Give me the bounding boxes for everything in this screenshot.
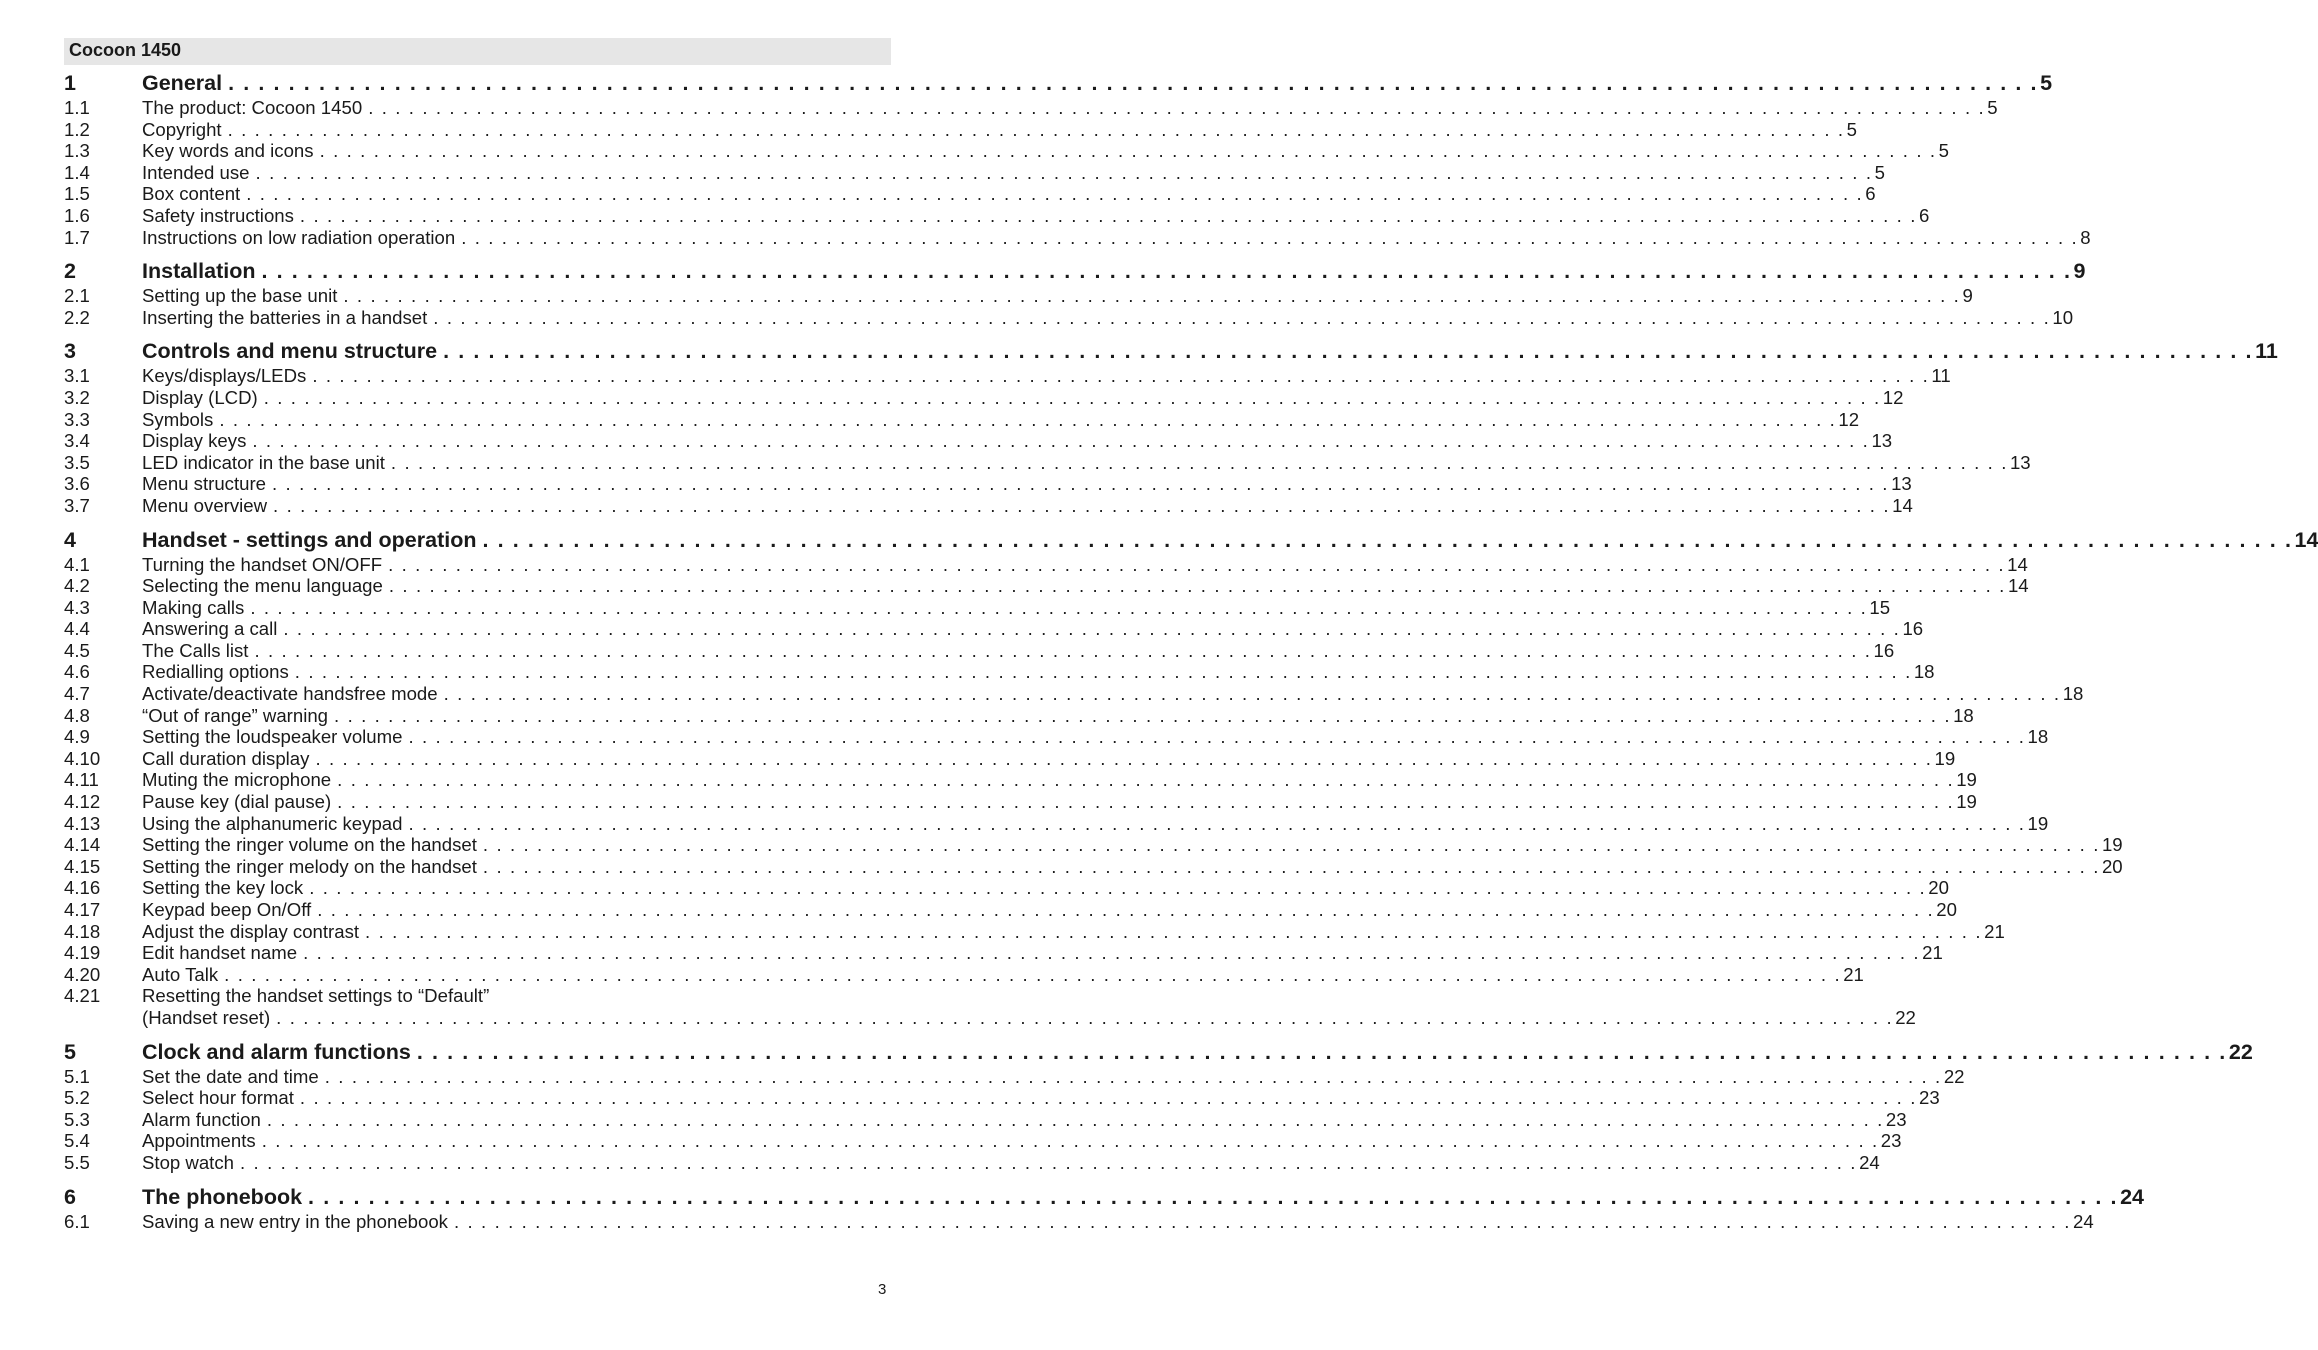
entry-page: 22 [2228,1039,2253,1064]
section-heading[interactable] [64,1039,2253,1065]
toc-entry[interactable] [64,834,2123,856]
entry-number: 4.3 [64,596,90,618]
entry-page: 24 [2120,1184,2145,1209]
dot-leader: . . . . . . . . . . . . . . . . . . . . . . . . . . . . . . . . . . . . . . . . . . . . . . . . . . . . . . . . . . . . . . . . . . . . . . . . . . . . . . . . . . . . . . . . . . . . . . . . . . . . . . . . . . . . . . . . . . . . . . . . [368,97,1986,118]
entry-number: 4.9 [64,726,90,748]
entry-number: 4.20 [64,963,101,985]
dot-leader: . . . . . . . . . . . . . . . . . . . . . . . . . . . . . . . . . . . . . . . . . . . . . . . . . . . . . . . . . . . . . . . . . . . . . . . . . . . . . . . . . . . . . . . . . . . . . . . . . . . . . . . . . . . . . . . . . . . . . . . . [312,365,1930,387]
dot-leader: . . . . . . . . . . . . . . . . . . . . . . . . . . . . . . . . . . . . . . . . . . . . . . . . . . . . . . . . . . . . . . . . . . . . . . . . . . . . . . . . . . . . . . . . . . . . . . . . . . . . . . . . . . . . . . . . . . . . . . . . [482,834,2100,856]
entry-title: General [142,71,223,95]
entry-page: 5 [2040,71,2053,95]
entry-number: 4.7 [64,683,90,705]
entry-title: Setting the loudspeaker volume [142,726,403,748]
toc-entry[interactable] [64,963,1864,986]
toc-entry[interactable] [64,791,1977,813]
toc-entry[interactable] [64,494,1913,517]
toc-section [64,527,2318,1029]
entry-number: 4.21 [64,985,101,1007]
entry-page: 20 [2101,855,2123,877]
dot-leader: . . . . . . . . . . . . . . . . . . . . . . . . . . . . . . . . . . . . . . . . . . . . . . . . . . . . . . . . . . . . . . . . . . . . . . . . . . . . . . . . . . . . . . . . . . . . . . . . . . . . . . . . . . . . . . . . . . . . . . . . [224,963,1842,985]
toc-entry[interactable] [64,451,2031,474]
entry-title: Instructions on low radiation operation [142,226,456,248]
entry-title: Setting the ringer volume on the handset [142,834,477,856]
dot-leader: . . . . . . . . . . . . . . . . . . . . . . . . . . . . . . . . . . . . . . . . . . . . . . . . . . . . . . . . . . . . . . . . . . . . . . . . . . . . . . . . . . . . . . . . . . . . . . . . . . . . . . . . . . . . . . . . . . . . . . . . [433,306,2051,328]
table-of-contents [64,70,2318,1242]
toc-entry[interactable] [64,596,1891,619]
entry-number: 3.4 [64,430,90,452]
dot-leader: . . . . . . . . . . . . . . . . . . . . . . . . . . . . . . . . . . . . . . . . . . . . . . . . . . . . . . . . . . . . . . . . . . . . . . . . . . . . . . . . . . . . . . . . . . . . . . . . . . . . . . . . . . . . . . . . . . . . . . . . [255,161,1873,183]
toc-entry[interactable] [64,1210,2094,1233]
dot-leader: . . . . . . . . . . . . . . . . . . . . . . . . . . . . . . . . . . . . . . . . . . . . . . . . . . . . . . . . . . . . . . . . . . . . . . . . . . . . . . . . . . . . . . . . . . . . . . . . . . . . . . . . . . . . . . . . . . . . . . . . [408,812,2026,834]
entry-title: Muting the microphone [142,769,332,791]
toc-section [64,1039,2253,1174]
toc-entry[interactable] [64,430,1893,452]
toc-entry[interactable] [64,1130,1902,1152]
section-heading[interactable] [64,70,2053,96]
entry-page: 12 [1882,386,1904,408]
dot-leader: . . . . . . . . . . . . . . . . . . . . . . . . . . . . . . . . . . . . . . . . . . . . . . . . . . . . . . . . . . . . . . . . . . . . . . . . . . . . . . . . . . . . . . . . . . . . . . . . . . . . . . . . . . . . . . . . . . . . . . . . [250,596,1868,618]
entry-title: Setting the ringer melody on the handset [142,855,477,877]
entry-title: Answering a call [142,618,278,640]
entry-page: 18 [1913,661,1935,683]
entry-number: 5.4 [64,1130,90,1152]
entry-title: Redialling options [142,661,289,683]
entry-number: 3.2 [64,386,90,408]
dot-leader: . . . . . . . . . . . . . . . . . . . . . . . . . . . . . . . . . . . . . . . . . . . . . . . . . . . . . . . . . . . . . . . . . . . . . . . . . . . . . . . . . . . . . . . . . . . . . . . . . . . . . . . . . . . . . . . . . . . . . . . . [263,386,1881,408]
entry-number: 5.2 [64,1087,90,1109]
dot-leader: . . . . . . . . . . . . . . . . . . . . . . . . . . . . . . . . . . . . . . . . . . . . . . . . . . . . . . . . . . . . . . . . . . . . . . . . . . . . . . . . . . . . . . . . . . . . . . . . . . . . . . . . . . . . . . . . . . . . . . . . [461,226,2079,248]
toc-entry[interactable] [64,183,1876,205]
entry-number: 4.10 [64,747,101,769]
toc-entry[interactable] [64,618,1924,640]
toc-entry[interactable] [64,920,2005,943]
entry-number: 5 [64,1039,76,1064]
entry-title: Menu overview [142,494,268,516]
entry-title: The product: Cocoon 1450 [142,97,363,118]
section-heading[interactable] [64,338,2278,364]
entry-page: 12 [1838,408,1860,430]
entry-title: Key words and icons [142,140,314,162]
dot-leader: . . . . . . . . . . . . . . . . . . . . . . . . . . . . . . . . . . . . . . . . . . . . . . . . . . . . . . . . . . . . . . . . . . . . . . . . . . . . . . . . . . . . . . . . . . . . . . . . . . . . . . . . . . . . . . . . . . . . . . . . [308,1184,2119,1209]
entry-page: 23 [1885,1108,1907,1130]
entry-number: 3.6 [64,473,90,495]
entry-number: 4.17 [64,899,101,920]
entry-page: 15 [1869,596,1891,618]
entry-page: 19 [2101,834,2123,856]
dot-leader: . . . . . . . . . . . . . . . . . . . . . . . . . . . . . . . . . . . . . . . . . . . . . . . . . . . . . . . . . . . . . . . . . . . . . . . . . . . . . . . . . . . . . . . . . . . . . . . . . . . . . . . . . . . . . . . . . . . . . . . . [388,553,2006,575]
entry-page: 5 [1846,118,1857,140]
dot-leader: . . . . . . . . . . . . . . . . . . . . . . . . . . . . . . . . . . . . . . . . . . . . . . . . . . . . . . . . . . . . . . . . . . . . . . . . . . . . . . . . . . . . . . . . . . . . . . . . . . . . . . . . . . . . . . . . . . . . . . . . [240,1151,1858,1173]
toc-entry[interactable] [64,553,2028,576]
toc-entry[interactable] [64,408,1860,431]
entry-page: 19 [1934,747,1956,769]
entry-title: Intended use [142,161,250,183]
entry-number: 4.4 [64,618,90,640]
toc-entry[interactable] [64,161,1885,184]
entry-title: Copyright [142,118,222,140]
entry-title: Turning the handset ON/OFF [142,553,383,575]
entry-page: 21 [1922,942,1943,964]
dot-leader: . . . . . . . . . . . . . . . . . . . . . . . . . . . . . . . . . . . . . . . . . . . . . . . . . . . . . . . . . . . . . . . . . . . . . . . . . . . . . . . . . . . . . . . . . . . . . . . . . . . . . . . . . . . . . . . . . . . . . . . . [337,791,1955,813]
toc-entry[interactable] [64,877,1949,899]
entry-page: 5 [1938,140,1949,162]
entry-page: 6 [1918,204,1930,226]
toc-entry[interactable] [64,769,1977,791]
entry-number: 3.5 [64,451,90,473]
entry-title: Safety instructions [142,204,294,226]
entry-page: 16 [1873,639,1895,661]
entry-title: Display keys [142,430,247,452]
entry-title: Making calls [142,596,245,618]
dot-leader: . . . . . . . . . . . . . . . . . . . . . . . . . . . . . . . . . . . . . . . . . . . . . . . . . . . . . . . . . . . . . . . . . . . . . . . . . . . . . . . . . . . . . . . . . . . . . . . . . . . . . . . . . . . . . . . . . . . . . . . . [228,71,2039,95]
entry-page: 11 [2255,339,2278,364]
entry-page: 20 [1936,899,1957,920]
entry-page: 6 [1865,183,1876,205]
dot-leader: . . . . . . . . . . . . . . . . . . . . . . . . . . . . . . . . . . . . . . . . . . . . . . . . . . . . . . . . . . . . . . . . . . . . . . . . . . . . . . . . . . . . . . . . . . . . . . . . . . . . . . . . . . . . . . . . . . . . . . . . [309,877,1927,899]
entry-title: Symbols [142,408,214,430]
toc-entry[interactable] [64,97,1998,119]
dot-leader: . . . . . . . . . . . . . . . . . . . . . . . . . . . . . . . . . . . . . . . . . . . . . . . . . . . . . . . . . . . . . . . . . . . . . . . . . . . . . . . . . . . . . . . . . . . . . . . . . . . . . . . . . . . . . . . . . . . . . . . . [254,639,1872,661]
toc-entry[interactable] [64,1087,1940,1109]
dot-leader: . . . . . . . . . . . . . . . . . . . . . . . . . . . . . . . . . . . . . . . . . . . . . . . . . . . . . . . . . . . . . . . . . . . . . . . . . . . . . . . . . . . . . . . . . . . . . . . . . . . . . . . . . . . . . . . . . . . . . . . . [416,1039,2227,1064]
entry-title: The phonebook [142,1184,303,1209]
entry-number: 2.2 [64,306,90,328]
entry-page: 10 [2052,306,2074,328]
toc-entry[interactable] [64,1151,1880,1174]
entry-number: 4.12 [64,791,101,813]
entry-page: 22 [1895,1006,1916,1028]
dot-leader: . . . . . . . . . . . . . . . . . . . . . . . . . . . . . . . . . . . . . . . . . . . . . . . . . . . . . . . . . . . . . . . . . . . . . . . . . . . . . . . . . . . . . . . . . . . . . . . . . . . . . . . . . . . . . . . . . . . . . . . . [252,430,1870,452]
entry-title: Clock and alarm functions [142,1039,411,1064]
entry-number: 1.6 [64,204,90,226]
entry-number: 4.18 [64,920,101,942]
entry-number: 4.2 [64,575,90,597]
entry-title: LED indicator in the base unit [142,451,385,473]
entry-title: “Out of range” warning [142,704,329,726]
toc-entry[interactable] [64,473,1912,495]
entry-number: 3.7 [64,494,90,516]
entry-number: 1.4 [64,161,90,183]
toc-section [64,258,2086,328]
entry-page: 24 [2073,1210,2094,1232]
entry-number: 4.8 [64,704,90,726]
toc-entry[interactable] [64,226,2091,249]
entry-title: Controls and menu structure [142,339,438,364]
entry-title-continued: (Handset reset) [142,1006,271,1028]
dot-leader: . . . . . . . . . . . . . . . . . . . . . . . . . . . . . . . . . . . . . . . . . . . . . . . . . . . . . . . . . . . . . . . . . . . . . . . . . . . . . . . . . . . . . . . . . . . . . . . . . . . . . . . . . . . . . . . . . . . . . . . . [390,451,2008,473]
entry-title: Activate/deactivate handsfree mode [142,683,438,705]
toc-entry[interactable] [64,661,1935,683]
entry-title: Menu structure [142,473,267,495]
section-heading[interactable] [64,1184,2145,1210]
dot-leader: . . . . . . . . . . . . . . . . . . . . . . . . . . . . . . . . . . . . . . . . . . . . . . . . . . . . . . . . . . . . . . . . . . . . . . . . . . . . . . . . . . . . . . . . . . . . . . . . . . . . . . . . . . . . . . . . . . . . . . . . [272,473,1890,495]
entry-page: 5 [1987,97,1998,118]
entry-number: 1.1 [64,97,90,118]
toc-entry[interactable] [64,575,2029,597]
dot-leader: . . . . . . . . . . . . . . . . . . . . . . . . . . . . . . . . . . . . . . . . . . . . . . . . . . . . . . . . . . . . . . . . . . . . . . . . . . . . . . . . . . . . . . . . . . . . . . . . . . . . . . . . . . . . . . . . . . . . . . . . [246,183,1864,205]
entry-number: 5.1 [64,1065,90,1087]
entry-page: 23 [1918,1087,1940,1109]
toc-entry[interactable] [64,639,1895,662]
entry-number: 1.3 [64,140,90,162]
toc-entry[interactable] [64,118,1857,141]
dot-leader: . . . . . . . . . . . . . . . . . . . . . . . . . . . . . . . . . . . . . . . . . . . . . . . . . . . . . . . . . . . . . . . . . . . . . . . . . . . . . . . . . . . . . . . . . . . . . . . . . . . . . . . . . . . . . . . . . . . . . . . . [317,899,1935,920]
entry-number: 1 [64,71,76,95]
entry-title: Setting the key lock [142,877,304,899]
entry-number: 2 [64,259,76,284]
entry-page: 19 [1956,791,1977,813]
entry-title: Selecting the menu language [142,575,383,597]
entry-page: 20 [1928,877,1949,899]
entry-page: 18 [1953,704,1974,726]
entry-title: Stop watch [142,1151,234,1173]
dot-leader: . . . . . . . . . . . . . . . . . . . . . . . . . . . . . . . . . . . . . . . . . . . . . . . . . . . . . . . . . . . . . . . . . . . . . . . . . . . . . . . . . . . . . . . . . . . . . . . . . . . . . . . . . . . . . . . . . . . . . . . . [324,1065,1942,1087]
dot-leader: . . . . . . . . . . . . . . . . . . . . . . . . . . . . . . . . . . . . . . . . . . . . . . . . . . . . . . . . . . . . . . . . . . . . . . . . . . . . . . . . . . . . . . . . . . . . . . . . . . . . . . . . . . . . . . . . . . . . . . . . [227,118,1845,140]
entry-page: 22 [1943,1065,1965,1087]
dot-leader: . . . . . . . . . . . . . . . . . . . . . . . . . . . . . . . . . . . . . . . . . . . . . . . . . . . . . . . . . . . . . . . . . . . . . . . . . . . . . . . . . . . . . . . . . . . . . . . . . . . . . . . . . . . . . . . . . . . . . . . . [276,1006,1894,1028]
toc-section [64,338,2278,516]
entry-number: 6.1 [64,1210,90,1232]
toc-section [64,1184,2145,1233]
toc-entry[interactable] [64,726,2049,748]
toc-entry[interactable] [64,140,1949,162]
entry-page: 8 [2080,226,2091,248]
dot-leader: . . . . . . . . . . . . . . . . . . . . . . . . . . . . . . . . . . . . . . . . . . . . . . . . . . . . . . . . . . . . . . . . . . . . . . . . . . . . . . . . . . . . . . . . . . . . . . . . . . . . . . . . . . . . . . . . . . . . . . . . [299,1087,1917,1109]
dot-leader: . . . . . . . . . . . . . . . . . . . . . . . . . . . . . . . . . . . . . . . . . . . . . . . . . . . . . . . . . . . . . . . . . . . . . . . . . . . . . . . . . . . . . . . . . . . . . . . . . . . . . . . . . . . . . . . . . . . . . . . . [319,140,1937,162]
dot-leader: . . . . . . . . . . . . . . . . . . . . . . . . . . . . . . . . . . . . . . . . . . . . . . . . . . . . . . . . . . . . . . . . . . . . . . . . . . . . . . . . . . . . . . . . . . . . . . . . . . . . . . . . . . . . . . . . . . . . . . . . [482,527,2293,552]
entry-page: 11 [1931,365,1951,387]
entry-title: Display (LCD) [142,386,258,408]
header-bar [64,38,891,65]
entry-title: Using the alphanumeric keypad [142,812,403,834]
entry-page: 13 [2009,451,2031,473]
dot-leader: . . . . . . . . . . . . . . . . . . . . . . . . . . . . . . . . . . . . . . . . . . . . . . . . . . . . . . . . . . . . . . . . . . . . . . . . . . . . . . . . . . . . . . . . . . . . . . . . . . . . . . . . . . . . . . . . . . . . . . . . [219,408,1837,430]
entry-title: Pause key (dial pause) [142,791,332,813]
toc-entry[interactable] [64,1108,1907,1131]
entry-page: 21 [1984,920,2005,942]
entry-number: 1.7 [64,226,90,248]
toc-entry[interactable] [64,285,1973,307]
toc-entry[interactable] [64,855,2123,878]
entry-page: 19 [2027,812,2049,834]
entry-title: Saving a new entry in the phonebook [142,1210,448,1232]
dot-leader: . . . . . . . . . . . . . . . . . . . . . . . . . . . . . . . . . . . . . . . . . . . . . . . . . . . . . . . . . . . . . . . . . . . . . . . . . . . . . . . . . . . . . . . . . . . . . . . . . . . . . . . . . . . . . . . . . . . . . . . . [337,769,1955,791]
dot-leader: . . . . . . . . . . . . . . . . . . . . . . . . . . . . . . . . . . . . . . . . . . . . . . . . . . . . . . . . . . . . . . . . . . . . . . . . . . . . . . . . . . . . . . . . . . . . . . . . . . . . . . . . . . . . . . . . . . . . . . . . [261,1130,1879,1152]
entry-number: 4.16 [64,877,101,899]
entry-title: Keypad beep On/Off [142,899,312,920]
toc-entry[interactable] [64,365,1951,387]
entry-page: 21 [1843,963,1864,985]
entry-number: 4 [64,527,76,552]
toc-entry[interactable] [64,747,1956,770]
entry-page: 14 [1892,494,1913,516]
entry-title: The Calls list [142,639,249,661]
dot-leader: . . . . . . . . . . . . . . . . . . . . . . . . . . . . . . . . . . . . . . . . . . . . . . . . . . . . . . . . . . . . . . . . . . . . . . . . . . . . . . . . . . . . . . . . . . . . . . . . . . . . . . . . . . . . . . . . . . . . . . . . [294,661,1912,683]
entry-number: 4.13 [64,812,101,834]
entry-page: 9 [2073,259,2086,284]
entry-page: 18 [2027,726,2049,748]
page-number: 3 [878,1281,887,1298]
entry-page: 14 [2007,553,2028,575]
entry-page: 23 [1880,1130,1902,1152]
entry-number: 1.5 [64,183,90,205]
entry-title: Set the date and time [142,1065,319,1087]
toc-entry[interactable] [64,1065,1965,1088]
toc-section [64,70,2091,248]
dot-leader: . . . . . . . . . . . . . . . . . . . . . . . . . . . . . . . . . . . . . . . . . . . . . . . . . . . . . . . . . . . . . . . . . . . . . . . . . . . . . . . . . . . . . . . . . . . . . . . . . . . . . . . . . . . . . . . . . . . . . . . . [343,285,1961,307]
entry-number: 2.1 [64,285,90,307]
dot-leader: . . . . . . . . . . . . . . . . . . . . . . . . . . . . . . . . . . . . . . . . . . . . . . . . . . . . . . . . . . . . . . . . . . . . . . . . . . . . . . . . . . . . . . . . . . . . . . . . . . . . . . . . . . . . . . . . . . . . . . . . [303,942,1921,964]
entry-title: Alarm function [142,1108,261,1130]
toc-entry[interactable] [64,899,1957,921]
entry-page: 9 [1962,285,1973,307]
document-title: Cocoon 1450 [69,40,182,60]
entry-page: 14 [2294,527,2318,552]
dot-leader: . . . . . . . . . . . . . . . . . . . . . . . . . . . . . . . . . . . . . . . . . . . . . . . . . . . . . . . . . . . . . . . . . . . . . . . . . . . . . . . . . . . . . . . . . . . . . . . . . . . . . . . . . . . . . . . . . . . . . . . . [299,204,1917,226]
entry-title: Keys/displays/LEDs [142,365,307,387]
entry-number: 4.19 [64,942,101,964]
entry-number: 5.5 [64,1151,90,1173]
entry-number: 6 [64,1184,76,1209]
entry-number: 5.3 [64,1108,90,1130]
toc-entry[interactable] [64,204,1930,227]
dot-leader: . . . . . . . . . . . . . . . . . . . . . . . . . . . . . . . . . . . . . . . . . . . . . . . . . . . . . . . . . . . . . . . . . . . . . . . . . . . . . . . . . . . . . . . . . . . . . . . . . . . . . . . . . . . . . . . . . . . . . . . . [365,920,1983,942]
entry-page: 19 [1956,769,1977,791]
entry-number: 3.3 [64,408,90,430]
dot-leader: . . . . . . . . . . . . . . . . . . . . . . . . . . . . . . . . . . . . . . . . . . . . . . . . . . . . . . . . . . . . . . . . . . . . . . . . . . . . . . . . . . . . . . . . . . . . . . . . . . . . . . . . . . . . . . . . . . . . . . . . [261,259,2072,284]
dot-leader: . . . . . . . . . . . . . . . . . . . . . . . . . . . . . . . . . . . . . . . . . . . . . . . . . . . . . . . . . . . . . . . . . . . . . . . . . . . . . . . . . . . . . . . . . . . . . . . . . . . . . . . . . . . . . . . . . . . . . . . . [334,704,1952,726]
toc-entry[interactable] [64,683,2084,705]
entry-number: 4.15 [64,855,101,877]
entry-number: 4.14 [64,834,101,856]
entry-number: 4.11 [64,769,99,791]
entry-number: 4.5 [64,639,90,661]
toc-entry[interactable] [64,386,1904,409]
section-heading[interactable] [64,258,2086,284]
entry-title: Inserting the batteries in a handset [142,306,428,328]
entry-page: 24 [1859,1151,1880,1173]
entry-title: Adjust the display contrast [142,920,360,942]
dot-leader: . . . . . . . . . . . . . . . . . . . . . . . . . . . . . . . . . . . . . . . . . . . . . . . . . . . . . . . . . . . . . . . . . . . . . . . . . . . . . . . . . . . . . . . . . . . . . . . . . . . . . . . . . . . . . . . . . . . . . . . . [315,747,1933,769]
entry-number: 4.1 [64,553,90,575]
entry-page: 18 [2062,683,2084,705]
section-heading[interactable] [64,527,2318,553]
dot-leader: . . . . . . . . . . . . . . . . . . . . . . . . . . . . . . . . . . . . . . . . . . . . . . . . . . . . . . . . . . . . . . . . . . . . . . . . . . . . . . . . . . . . . . . . . . . . . . . . . . . . . . . . . . . . . . . . . . . . . . . . [273,494,1891,516]
dot-leader: . . . . . . . . . . . . . . . . . . . . . . . . . . . . . . . . . . . . . . . . . . . . . . . . . . . . . . . . . . . . . . . . . . . . . . . . . . . . . . . . . . . . . . . . . . . . . . . . . . . . . . . . . . . . . . . . . . . . . . . . [443,683,2061,705]
dot-leader: . . . . . . . . . . . . . . . . . . . . . . . . . . . . . . . . . . . . . . . . . . . . . . . . . . . . . . . . . . . . . . . . . . . . . . . . . . . . . . . . . . . . . . . . . . . . . . . . . . . . . . . . . . . . . . . . . . . . . . . . [388,575,2006,597]
dot-leader: . . . . . . . . . . . . . . . . . . . . . . . . . . . . . . . . . . . . . . . . . . . . . . . . . . . . . . . . . . . . . . . . . . . . . . . . . . . . . . . . . . . . . . . . . . . . . . . . . . . . . . . . . . . . . . . . . . . . . . . . [453,1210,2072,1232]
toc-entry[interactable] [64,942,1943,964]
entry-page: 14 [2007,575,2029,597]
dot-leader: . . . . . . . . . . . . . . . . . . . . . . . . . . . . . . . . . . . . . . . . . . . . . . . . . . . . . . . . . . . . . . . . . . . . . . . . . . . . . . . . . . . . . . . . . . . . . . . . . . . . . . . . . . . . . . . . . . . . . . . . [482,855,2100,877]
entry-title: Installation [142,259,256,284]
entry-page: 16 [1902,618,1924,640]
dot-leader: . . . . . . . . . . . . . . . . . . . . . . . . . . . . . . . . . . . . . . . . . . . . . . . . . . . . . . . . . . . . . . . . . . . . . . . . . . . . . . . . . . . . . . . . . . . . . . . . . . . . . . . . . . . . . . . . . . . . . . . . [443,339,2254,364]
entry-page: 5 [1874,161,1885,183]
entry-number: 1.2 [64,118,90,140]
entry-title: Appointments [142,1130,256,1152]
entry-number: 3.1 [64,365,90,387]
entry-title: Edit handset name [142,942,298,964]
entry-title: Select hour format [142,1087,294,1109]
toc-entry[interactable] [64,812,2049,835]
toc-entry[interactable] [64,306,2074,329]
entry-title: Auto Talk [142,963,219,985]
toc-entry[interactable] [64,704,1974,727]
entry-title: Call duration display [142,747,310,769]
entry-title: Box content [142,183,241,205]
entry-number: 3 [64,339,76,364]
entry-page: 13 [1871,430,1893,452]
entry-title: Resetting the handset settings to “Default” [142,985,490,1007]
entry-title: Setting up the base unit [142,285,338,307]
dot-leader: . . . . . . . . . . . . . . . . . . . . . . . . . . . . . . . . . . . . . . . . . . . . . . . . . . . . . . . . . . . . . . . . . . . . . . . . . . . . . . . . . . . . . . . . . . . . . . . . . . . . . . . . . . . . . . . . . . . . . . . . [283,618,1901,640]
entry-title: Handset - settings and operation [142,527,477,552]
dot-leader: . . . . . . . . . . . . . . . . . . . . . . . . . . . . . . . . . . . . . . . . . . . . . . . . . . . . . . . . . . . . . . . . . . . . . . . . . . . . . . . . . . . . . . . . . . . . . . . . . . . . . . . . . . . . . . . . . . . . . . . . [266,1108,1884,1130]
entry-page: 13 [1891,473,1912,495]
toc-entry-continuation[interactable] [64,1006,1916,1029]
dot-leader: . . . . . . . . . . . . . . . . . . . . . . . . . . . . . . . . . . . . . . . . . . . . . . . . . . . . . . . . . . . . . . . . . . . . . . . . . . . . . . . . . . . . . . . . . . . . . . . . . . . . . . . . . . . . . . . . . . . . . . . . [408,726,2026,748]
entry-number: 4.6 [64,661,90,683]
toc-entry[interactable] [64,985,870,1007]
